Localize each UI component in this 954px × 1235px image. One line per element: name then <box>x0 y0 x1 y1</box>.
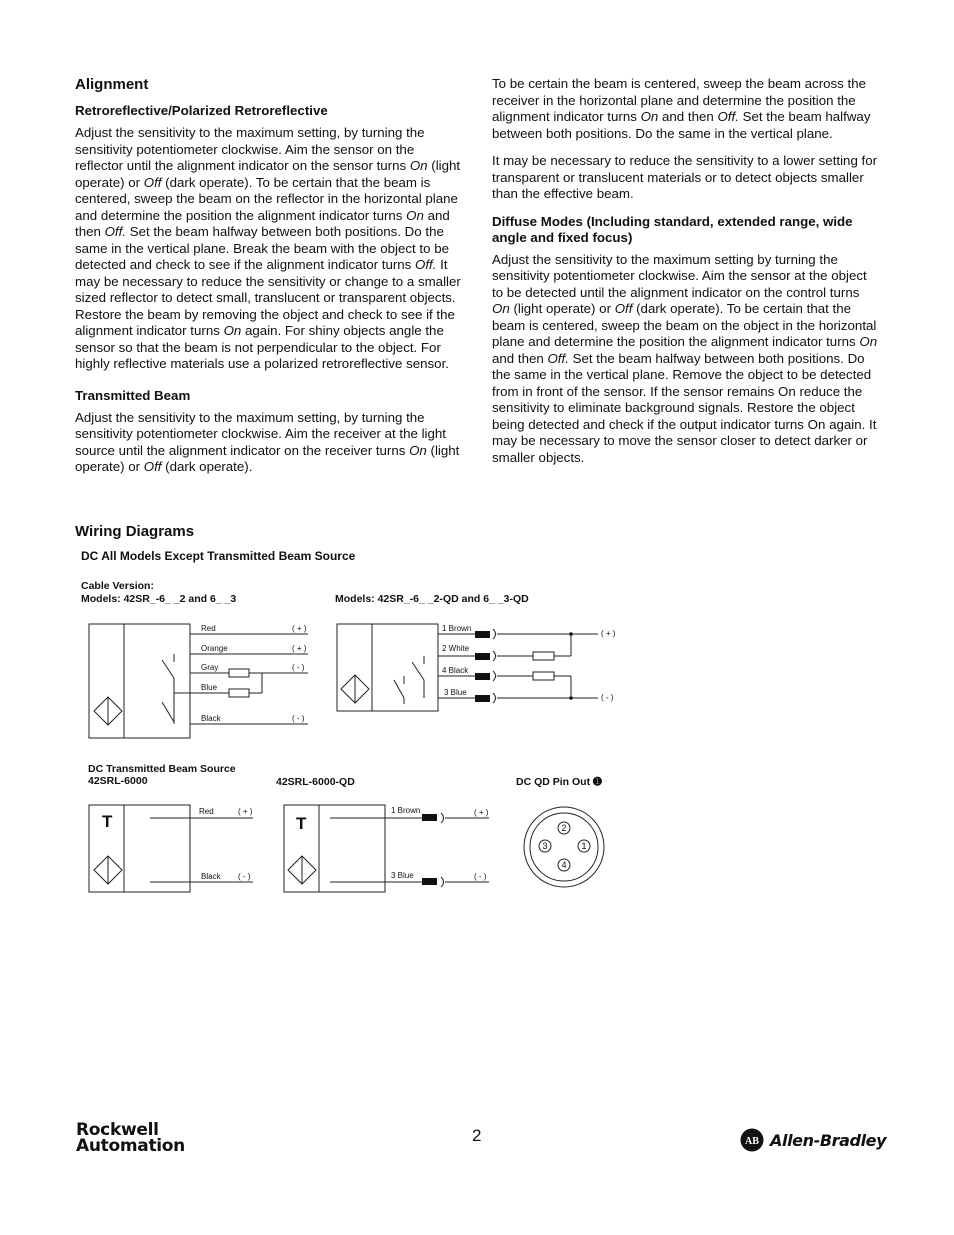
resistor-gray <box>229 669 249 677</box>
polarity-minus: ( - ) <box>292 663 305 672</box>
qd-label-blue: 3 Blue <box>391 871 414 880</box>
retro-paragraph: Adjust the sensitivity to the maximum setting, by turning the sensitivity potentiometer clockwise. Aim the sensor on the reflector until the alignment indicator on the sensor turns On (light operate) or Off (dark operate). To be certain that the beam is centered, sweep the beam on the reflector in the horizontal plane and determine the position the alignment indicator turns On and then Off. Set the beam halfway between both positions. Do the same in the vertical plane. Break the beam with the object to be detected and check to see if the alignment indicator turns Off. It may be necessary to reduce the sensitivity or change to a smaller sized reflector to detect small, translucent or transparent objects. Restore the beam by removing the object and check to see if the alignment indicator turns On again. For shiny objects angle the sensor so that the beam is not perpendicular to the object. For highly reflective materials use a polarized retroreflective sensor. <box>75 125 461 371</box>
transmitted-paragraph: Adjust the sensitivity to the maximum setting, by turning the sensitivity potentiometer clockwise. Aim the receiver at the light source until the alignment indicator on the receiver turns On (light operate) or Off (dark operate). <box>75 409 460 474</box>
pin-4-label: 4 <box>561 860 567 870</box>
pin-4 <box>558 859 570 871</box>
qd-label-white: 2 White <box>442 644 470 653</box>
wire-label-black: Black <box>201 872 221 881</box>
connector-pin <box>475 653 490 660</box>
tb-qd-label: 42SRL-6000-QD <box>276 776 355 788</box>
alignment-title: Alignment <box>75 76 149 93</box>
connector-pin <box>422 878 437 885</box>
resistor-blue <box>229 689 249 697</box>
transmitted-heading: Transmitted Beam <box>75 387 191 403</box>
cable-version-diagram <box>89 624 308 738</box>
polarity-minus: ( - ) <box>292 714 305 723</box>
polarity-minus: ( - ) <box>601 693 614 702</box>
source-diamond-icon <box>94 856 122 884</box>
polarity-plus: ( + ) <box>238 807 253 816</box>
sensor-diamond-icon <box>341 675 369 703</box>
pin-3 <box>539 840 551 852</box>
ab-logo-icon <box>740 1128 764 1152</box>
page-number: 2 <box>472 1126 482 1145</box>
source-diamond-icon <box>288 856 316 884</box>
transmitter-t-label: T <box>102 812 113 831</box>
wire-label-blue: Blue <box>201 683 218 692</box>
connector-pin <box>422 814 437 821</box>
resistor-white <box>533 652 554 660</box>
qd-label-black: 4 Black <box>442 666 469 675</box>
qd-pinout-diagram <box>524 807 604 887</box>
sensor-housing <box>89 624 190 738</box>
source-housing <box>89 805 190 892</box>
polarity-minus: ( - ) <box>474 872 487 881</box>
tb-source-label: DC Transmitted Beam Source <box>88 763 236 775</box>
connector-pin <box>475 631 490 638</box>
diffuse-heading: Diffuse Modes (Including standard, extended range, wide angle and fixed focus) <box>492 213 853 245</box>
pin-1-label: 1 <box>581 841 587 851</box>
sensor-housing <box>337 624 438 711</box>
polarity-plus: ( + ) <box>292 644 307 653</box>
pin-2-label: 2 <box>561 823 567 833</box>
svg-text:AB: AB <box>745 1136 759 1147</box>
pinout-label: DC QD Pin Out ➊ <box>516 776 602 788</box>
qd-models-label: Models: 42SR_-6_ _2-QD and 6_ _3-QD <box>335 593 529 605</box>
cable-models-label: Models: 42SR_-6_ _2 and 6_ _3 <box>81 593 237 605</box>
polarity-plus: ( + ) <box>292 624 307 633</box>
wire-label-red: Red <box>199 807 214 816</box>
allen-bradley-logo: AB Allen-Bradley <box>740 1128 886 1152</box>
wiring-diagrams-title: Wiring Diagrams <box>75 523 195 540</box>
pin-1 <box>578 840 590 852</box>
resistor-black <box>533 672 554 680</box>
qd-label-blue: 3 Blue <box>444 688 467 697</box>
left-column <box>75 76 463 487</box>
qd-label-brown: 1 Brown <box>391 806 421 815</box>
tb-source-diagram <box>89 805 253 892</box>
pin-2 <box>558 822 570 834</box>
diffuse-paragraph: Adjust the sensitivity to the maximum setting by turning the sensitivity potentiometer clockwise. Aim the sensor at the object to be detected until the alignment indicator on the control turns On (light operate) or Off (dark operate). To be certain that the beam is centered, sweep the beam on the object in the horizontal plane and determine the position the alignment indicator turns On and then Off. Set the beam halfway between both positions. Do the same in the vertical plane. Remove the object to be detected from in front of the sensor. If the sensor remains On reduce the sensitivity to eliminate background signals. Restore the object being detected and check if the output indicator turns On again. It may be necessary to move the sensor closer to detect darker or smaller objects. <box>492 251 878 465</box>
connector-pin <box>475 673 490 680</box>
wire-label-black: Black <box>201 714 221 723</box>
wire-label-red: Red <box>201 624 216 633</box>
right-paragraph-2: It may be necessary to reduce the sensitivity to a lower setting for transparent or translucent materials or to detect objects smaller than the effective beam. <box>492 153 878 201</box>
cable-version-label: Cable Version: <box>81 580 154 592</box>
connector-outer-ring <box>524 807 604 887</box>
sensor-diamond-icon <box>94 697 122 725</box>
source-housing <box>284 805 385 892</box>
wire-label-orange: Orange <box>201 644 228 653</box>
polarity-plus: ( + ) <box>601 629 616 638</box>
wire-label-gray: Gray <box>201 663 219 672</box>
transmitter-t-label: T <box>296 814 307 833</box>
pin-3-label: 3 <box>542 841 548 851</box>
right-column <box>492 76 880 477</box>
dc-all-models-label: DC All Models Except Transmitted Beam Source <box>81 549 356 563</box>
retro-heading: Retroreflective/Polarized Retroreflective <box>75 103 328 118</box>
connector-pin <box>475 695 490 702</box>
rockwell-automation-logo: Rockwell Automation <box>76 1120 185 1156</box>
tb-qd-diagram <box>284 805 489 892</box>
connector-inner-ring <box>530 813 598 881</box>
tb-source-model: 42SRL-6000 <box>88 775 148 787</box>
qd-models-diagram <box>337 624 616 711</box>
polarity-plus: ( + ) <box>474 808 489 817</box>
qd-label-brown: 1 Brown <box>442 624 472 633</box>
polarity-minus: ( - ) <box>238 872 251 881</box>
right-paragraph-1: To be certain the beam is centered, sweep the beam across the receiver in the horizontal plane and determine the position the alignment indicator turns On and then Off. Set the beam halfway between both positions. Do the same in the vertical plane. <box>492 76 871 141</box>
